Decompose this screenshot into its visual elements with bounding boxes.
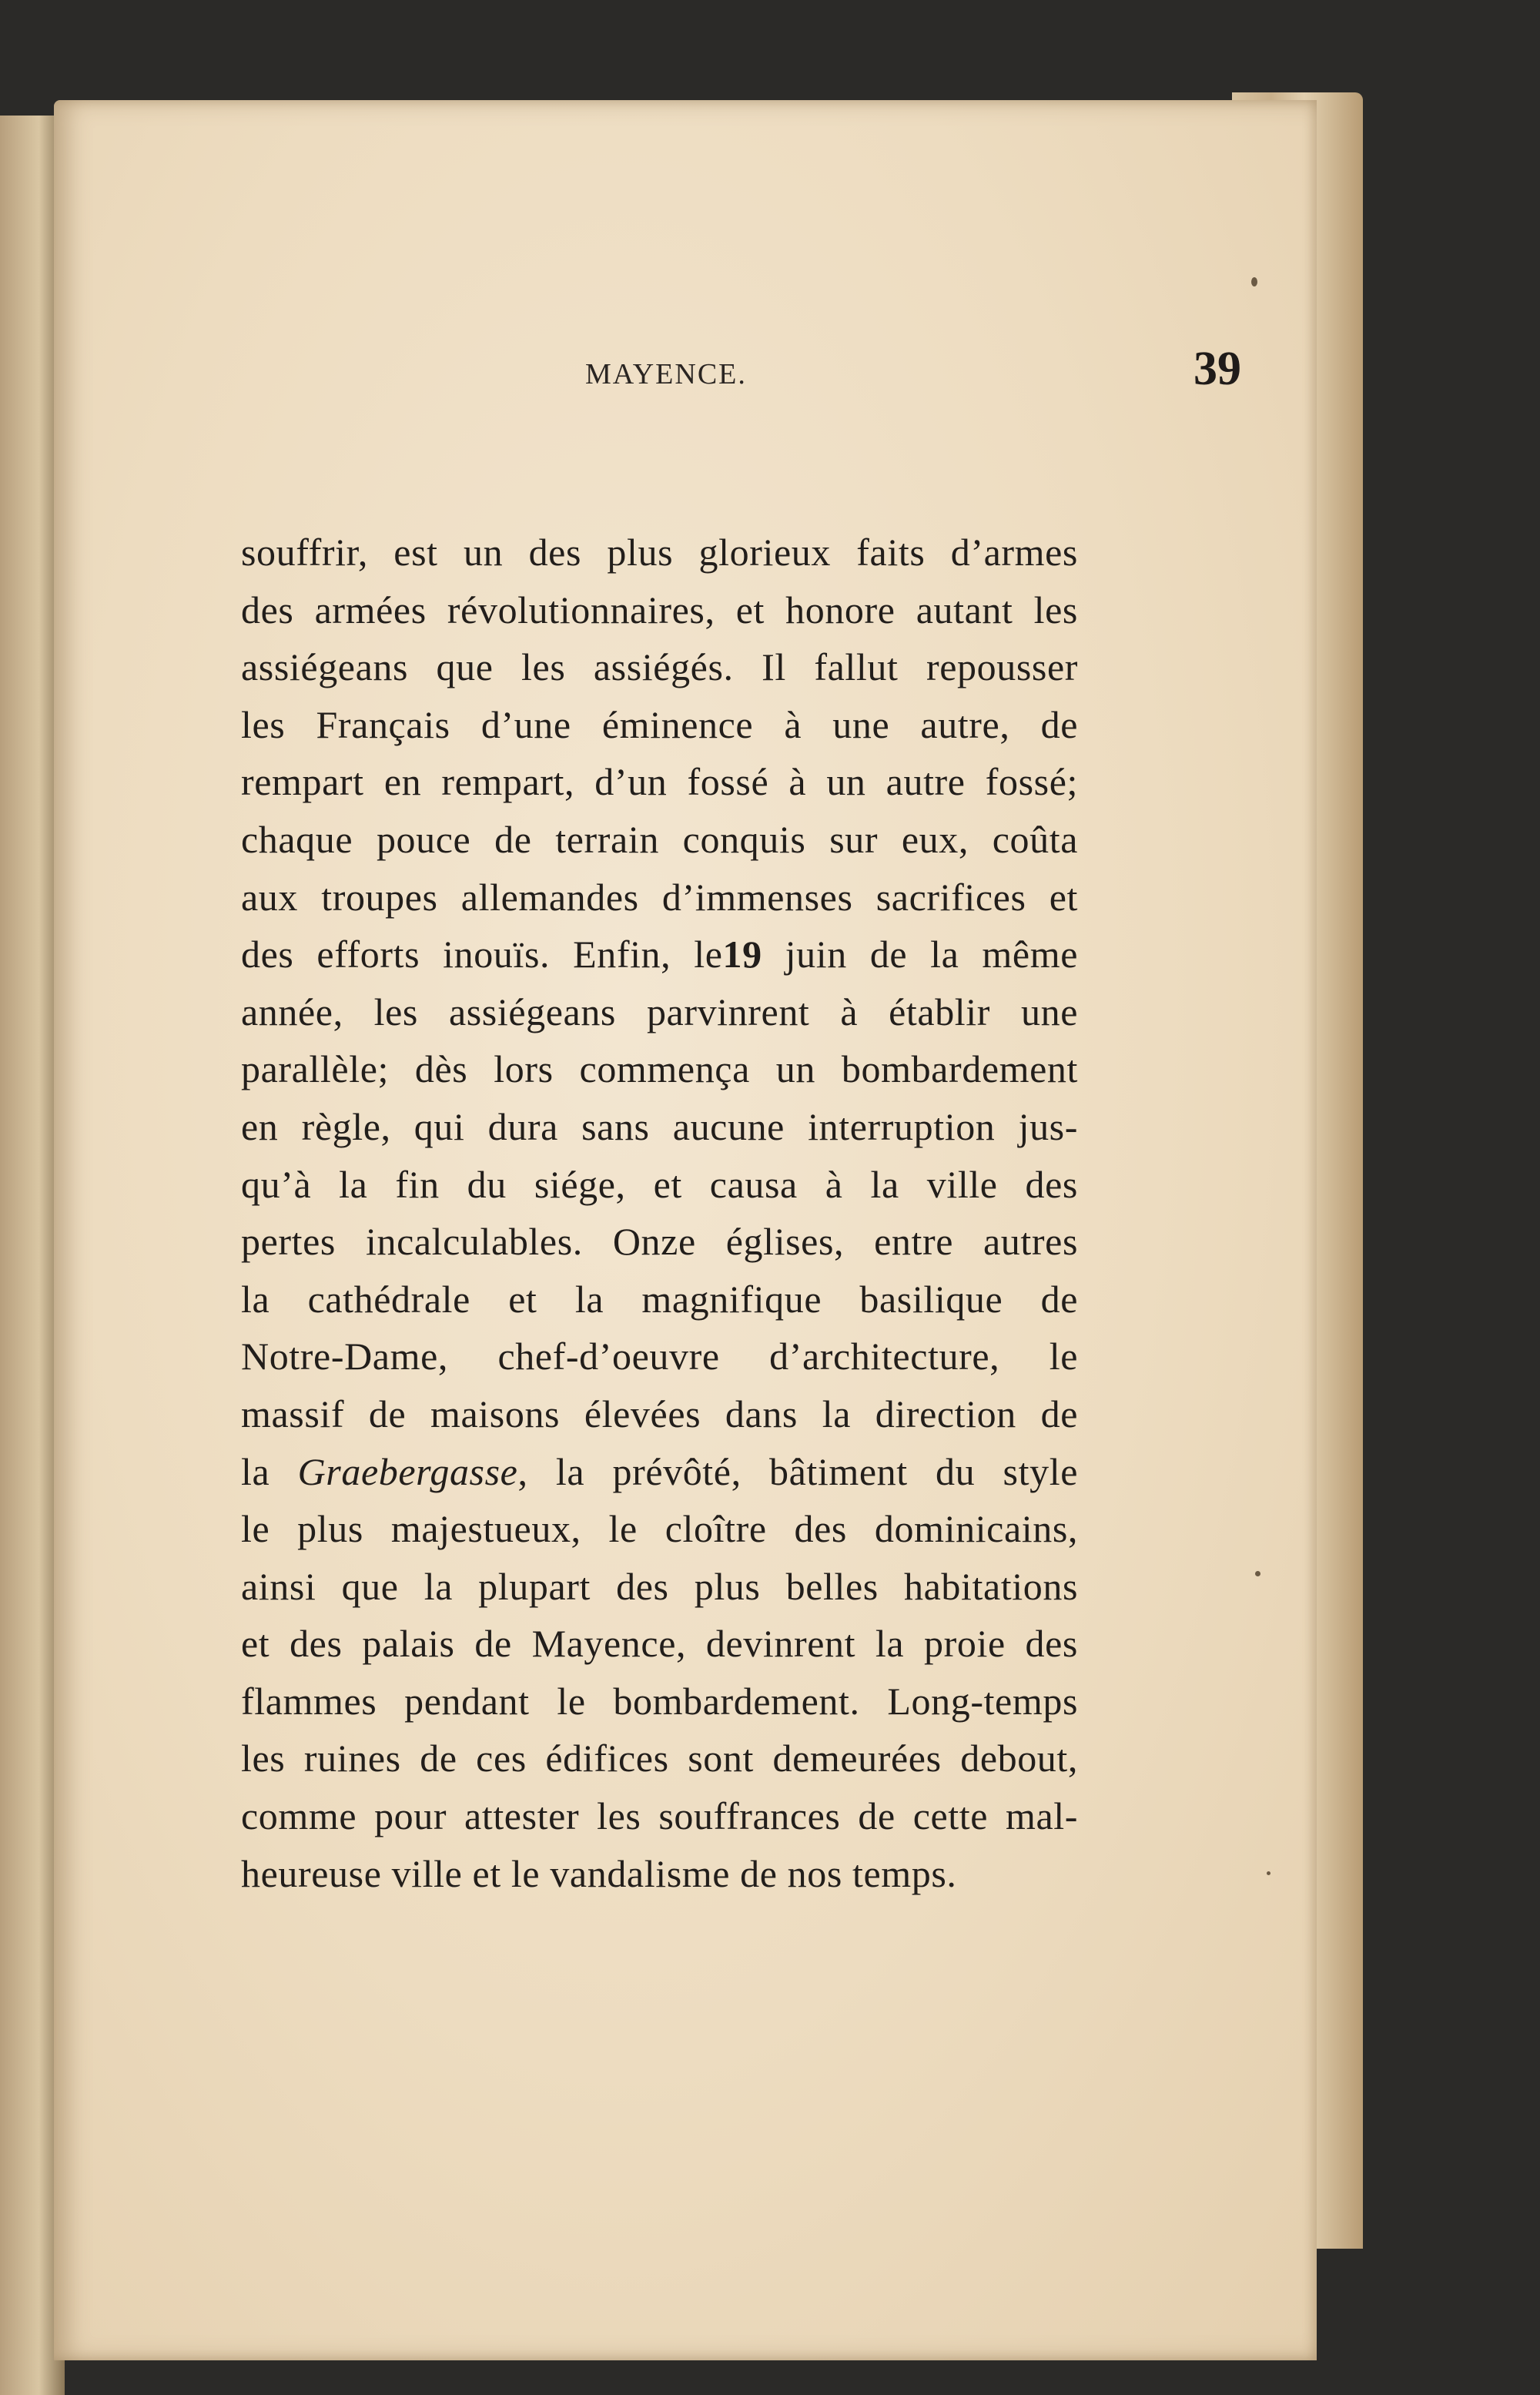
text-line: chaque pouce de terrain conquis sur eux, coûta — [241, 817, 1078, 861]
text-line: le plus majestueux, le cloître des dominicains, — [241, 1507, 1078, 1551]
page-number: 39 — [1194, 343, 1241, 395]
running-title: MAYENCE. — [585, 358, 747, 390]
text-segment: juin de la même — [762, 933, 1078, 976]
text-line: et des palais de Mayence, devinrent la proie des — [241, 1622, 1078, 1666]
text-line: souffrir, est un des plus glorieux faits d’armes — [241, 531, 1078, 574]
text-line: année, les assiégeans parvinrent à établir une — [241, 990, 1078, 1033]
text-line: heureuse ville et le vandalisme de nos temps. — [241, 1851, 957, 1895]
paper-speck — [1251, 277, 1257, 286]
body-text — [241, 524, 1078, 1902]
running-head — [493, 337, 1263, 430]
text-segment: des efforts inouïs. Enfin, le — [241, 933, 723, 976]
text-line: aux troupes allemandes d’immenses sacrifices et — [241, 875, 1078, 919]
text-line: qu’à la fin du siége, et causa à la ville des — [241, 1162, 1078, 1206]
text-segment: , la prévôté, bâtiment du style — [517, 1449, 1078, 1493]
text-line: les Français d’une éminence à une autre, de — [241, 702, 1078, 746]
italic-street-name: Graebergasse — [297, 1449, 518, 1493]
text-line: parallèle; dès lors commença un bombardement — [241, 1047, 1078, 1091]
text-line: massif de maisons élevées dans la direction de — [241, 1392, 1078, 1435]
text-line: Notre-Dame, chef-d’oeuvre d’architecture, le — [241, 1335, 1078, 1378]
text-segment: la — [241, 1449, 298, 1493]
bold-number: 19 — [722, 933, 762, 976]
text-line: les ruines de ces édifices sont demeurées debout, — [241, 1737, 1078, 1780]
text-line: flammes pendant le bombardement. Long-temps — [241, 1679, 1078, 1723]
text-line: en règle, qui dura sans aucune interruption jus- — [241, 1104, 1078, 1148]
paper-speck — [1255, 1571, 1260, 1576]
text-line: ainsi que la plupart des plus belles habitations — [241, 1564, 1078, 1608]
text-line: comme pour attester les souffrances de cette mal- — [241, 1794, 1078, 1838]
paper-speck — [1267, 1871, 1270, 1875]
text-line: rempart en rempart, d’un fossé à un autre fossé; — [241, 760, 1078, 804]
text-line: pertes incalculables. Onze églises, entre autres — [241, 1220, 1078, 1264]
text-line — [241, 926, 1078, 983]
text-line: la cathédrale et la magnifique basilique de — [241, 1277, 1078, 1321]
text-line: assiégeans que les assiégés. Il fallut repousser — [241, 645, 1078, 689]
text-line — [241, 1443, 1078, 1501]
text-line: des armées révolutionnaires, et honore autant les — [241, 588, 1078, 631]
